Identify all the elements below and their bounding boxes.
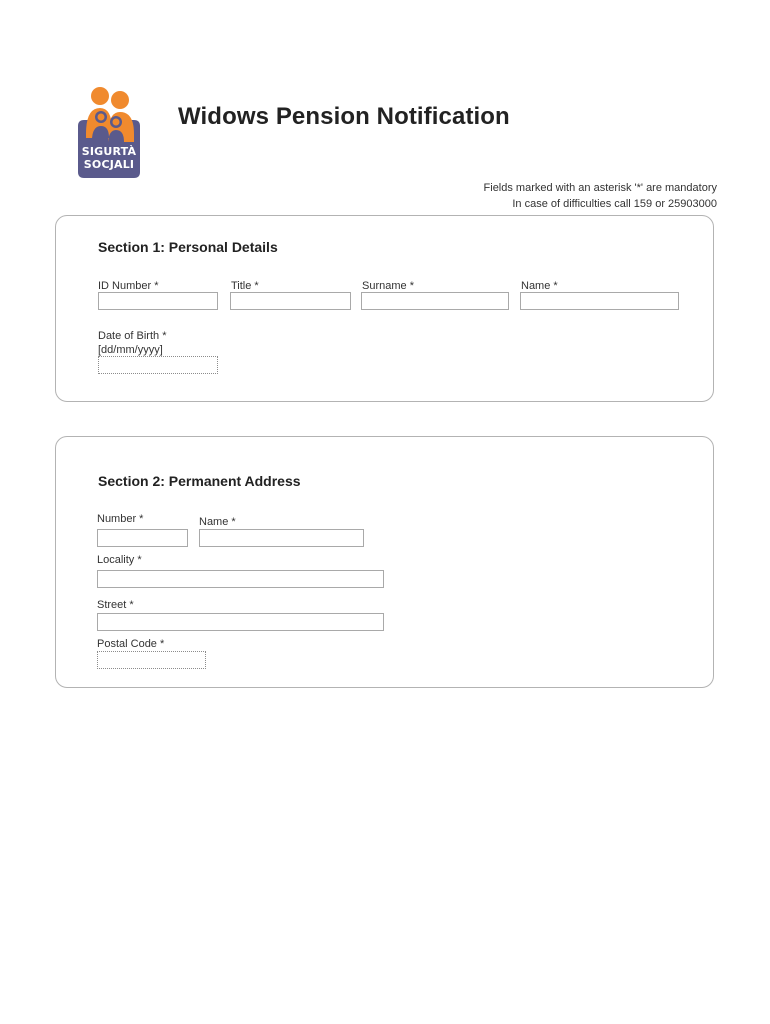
instructions — [484, 180, 717, 212]
mandatory-note: Fields marked with an asterisk '*' are mandatory — [483, 182, 717, 194]
postal-code-label: Postal Code * — [97, 638, 165, 650]
name-label: Name * — [521, 280, 558, 292]
contact-note: In case of difficulties call 159 or 25903000 — [512, 198, 717, 210]
postal-code-input[interactable] — [97, 651, 206, 669]
page-title: Widows Pension Notification — [178, 103, 510, 130]
title-input[interactable] — [230, 292, 351, 310]
title-label: Title * — [231, 280, 259, 292]
section-personal-details — [55, 215, 714, 402]
address-name-input[interactable] — [199, 529, 364, 547]
address-number-label: Number * — [97, 513, 144, 525]
id-number-label: ID Number * — [98, 280, 159, 292]
dob-format-hint: [dd/mm/yyyy] — [98, 344, 163, 356]
name-input[interactable] — [520, 292, 679, 310]
dob-label: Date of Birth * — [98, 330, 167, 342]
logo-text-line2: SOCJALI — [83, 158, 135, 171]
logo-text-line1: SIGURTÀ — [81, 145, 137, 158]
surname-input[interactable] — [361, 292, 509, 310]
locality-input[interactable] — [97, 570, 384, 588]
dob-input[interactable] — [98, 356, 218, 374]
section-permanent-address — [55, 436, 714, 688]
street-label: Street * — [97, 599, 134, 611]
street-input[interactable] — [97, 613, 384, 631]
address-number-input[interactable] — [97, 529, 188, 547]
section-1-title: Section 1: Personal Details — [98, 239, 278, 255]
id-number-input[interactable] — [98, 292, 218, 310]
locality-label: Locality * — [97, 554, 142, 566]
address-name-label: Name * — [199, 516, 236, 528]
section-2-title: Section 2: Permanent Address — [98, 473, 301, 489]
sigurta-socjali-logo — [78, 86, 140, 178]
surname-label: Surname * — [362, 280, 414, 292]
